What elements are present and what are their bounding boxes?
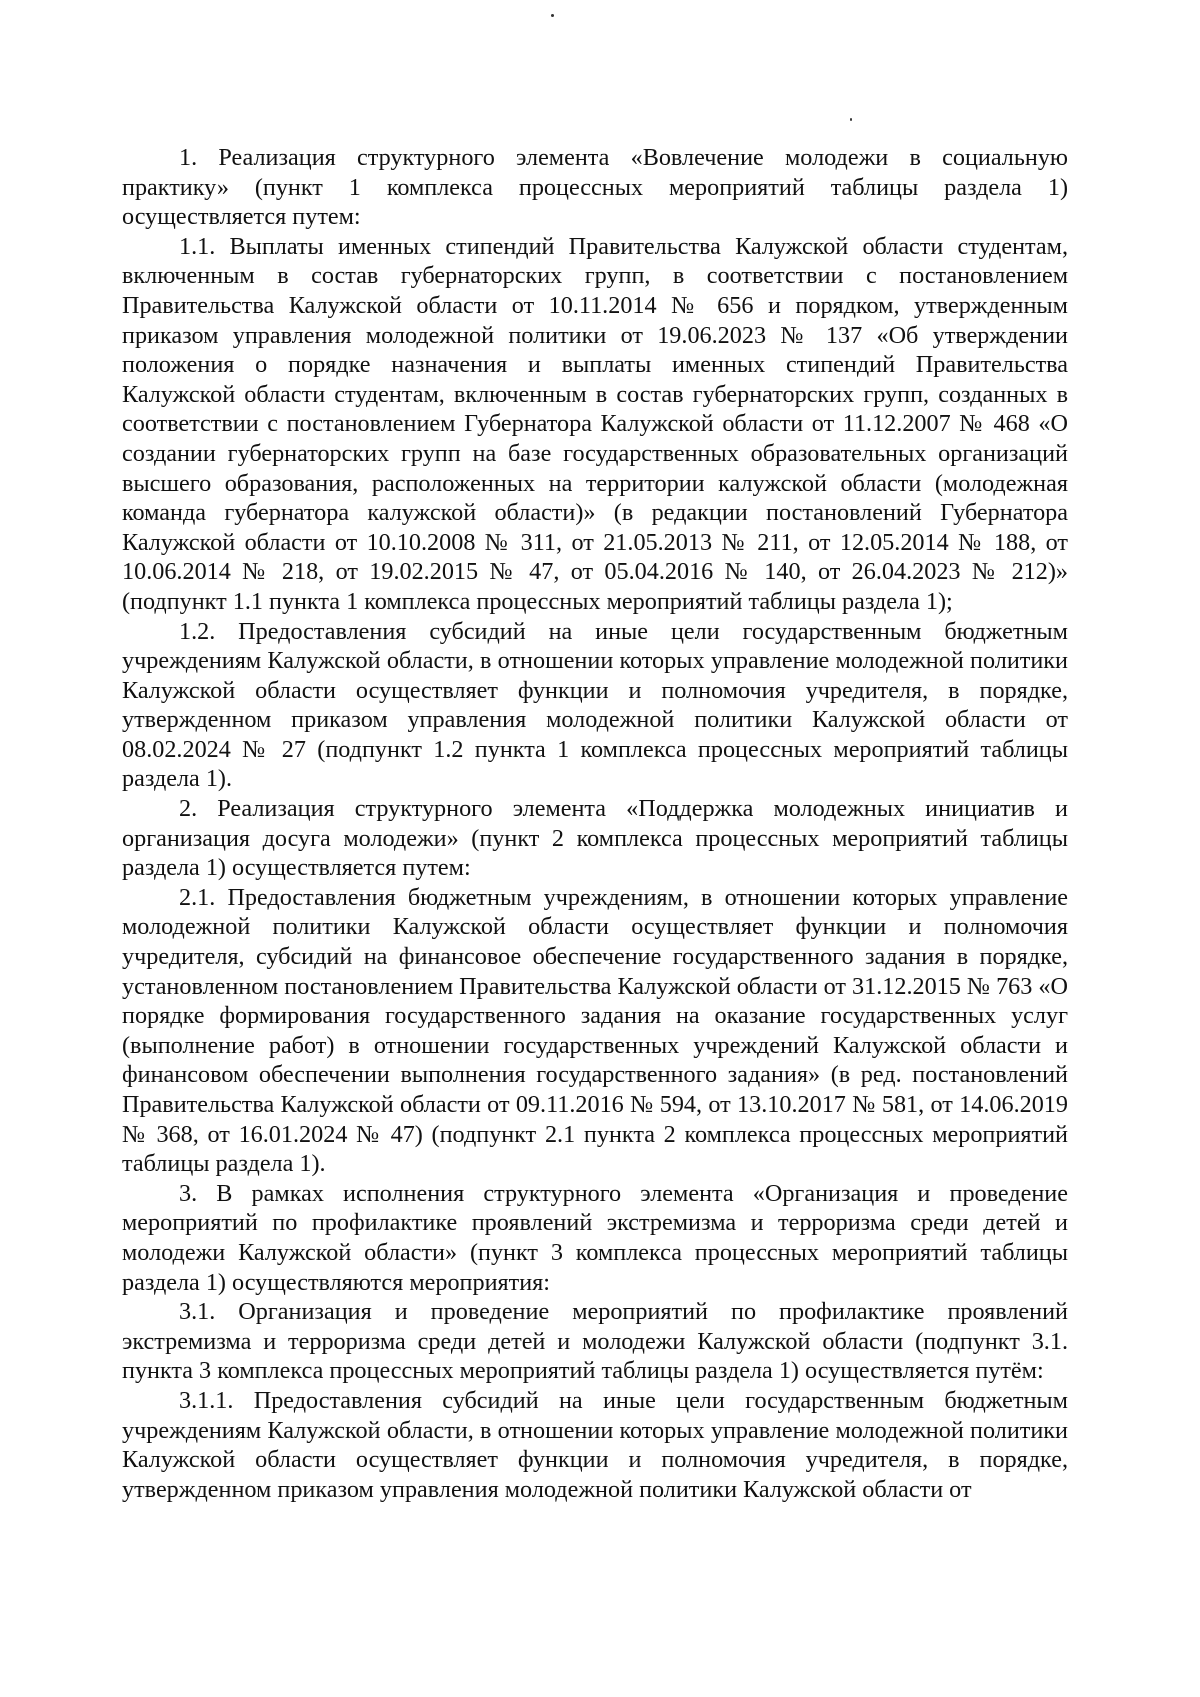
scan-speck — [850, 118, 852, 121]
paragraph-3: 3. В рамках исполнения структурного элемента «Организация и проведение мероприятий по профилактике проявлений экстремизма и терроризма среди детей и молодежи Калужской области» (пункт 3 комплекса процессных мероприятий таблицы раздела 1) осуществляются мероприятия: — [122, 1179, 1068, 1296]
paragraph-1-2: 1.2. Предоставления субсидий на иные цели государственным бюджетным учреждениям Калужской области, в отношении которых управление молодежной политики Калужской области осуществляет функции и полномочия учредителя, в порядке, утвержденном приказом управления молодежной политики Калужской области от 08.02.2024 № 27 (подпункт 1.2 пункта 1 комплекса процессных мероприятий таблицы раздела 1). — [122, 617, 1068, 793]
scan-speck — [551, 14, 554, 17]
paragraph-3-1-1: 3.1.1. Предоставления субсидий на иные цели государственным бюджетным учреждениям Калужской области, в отношении которых управление молодежной политики Калужской области осуществляет функции и полномочия учредителя, в порядке, утвержденном приказом управления молодежной политики Калужской области от — [122, 1386, 1068, 1503]
document-body — [122, 143, 1068, 1504]
paragraph-2: 2. Реализация структурного элемента «Поддержка молодежных инициатив и организация досуга молодежи» (пункт 2 комплекса процессных мероприятий таблицы раздела 1) осуществляется путем: — [122, 795, 1068, 882]
paragraph-2-1: 2.1. Предоставления бюджетным учреждениям, в отношении которых управление молодежной политики Калужской области осуществляет функции и полномочия учредителя, субсидий на финансовое обеспечение государственного задания в порядке, установленном постановлением Правительства Калужской области от 31.12.2015 № 763 «О порядке формирования государственного задания на оказание государственных услуг (выполнение работ) в отношении государственных учреждений Калужской области и финансовом обеспечении выполнения государственного задания» (в ред. постановлений Правительства Калужской области от 09.11.2016 № 594, от 13.10.2017 № 581, от 14.06.2019 № 368, от 16.01.2024 № 47) (подпункт 2.1 пункта 2 комплекса процессных мероприятий таблицы раздела 1). — [122, 883, 1068, 1178]
paragraph-3-1: 3.1. Организация и проведение мероприятий по профилактике проявлений экстремизма и терроризма среди детей и молодежи Калужской области (подпункт 3.1. пункта 3 комплекса процессных мероприятий таблицы раздела 1) осуществляется путём: — [122, 1298, 1068, 1385]
paragraph-1: 1. Реализация структурного элемента «Вовлечение молодежи в социальную практику» (пункт 1 комплекса процессных мероприятий таблицы раздела 1) осуществляется путем: — [122, 144, 1068, 231]
paragraph-1-1: 1.1. Выплаты именных стипендий Правительства Калужской области студентам, включенным в состав губернаторских групп, в соответствии с постановлением Правительства Калужской области от 10.11.2014 № 656 и порядком, утвержденным приказом управления молодежной политики от 19.06.2023 № 137 «Об утверждении положения о порядке назначения и выплаты именных стипендий Правительства Калужской области студентам, включенным в состав губернаторских групп, созданных в соответствии с постановлением Губернатора Калужской области от 11.12.2007 № 468 «О создании губернаторских групп на базе государственных образовательных организаций высшего образования, расположенных на территории калужской области (молодежная команда губернатора калужской области)» (в редакции постановлений Губернатора Калужской области от 10.10.2008 № 311, от 21.05.2013 № 211, от 12.05.2014 № 188, от 10.06.2014 № 218, от 19.02.2015 № 47, от 05.04.2016 № 140, от 26.04.2023 № 212)» (подпункт 1.1 пункта 1 комплекса процессных мероприятий таблицы раздела 1); — [122, 232, 1068, 615]
